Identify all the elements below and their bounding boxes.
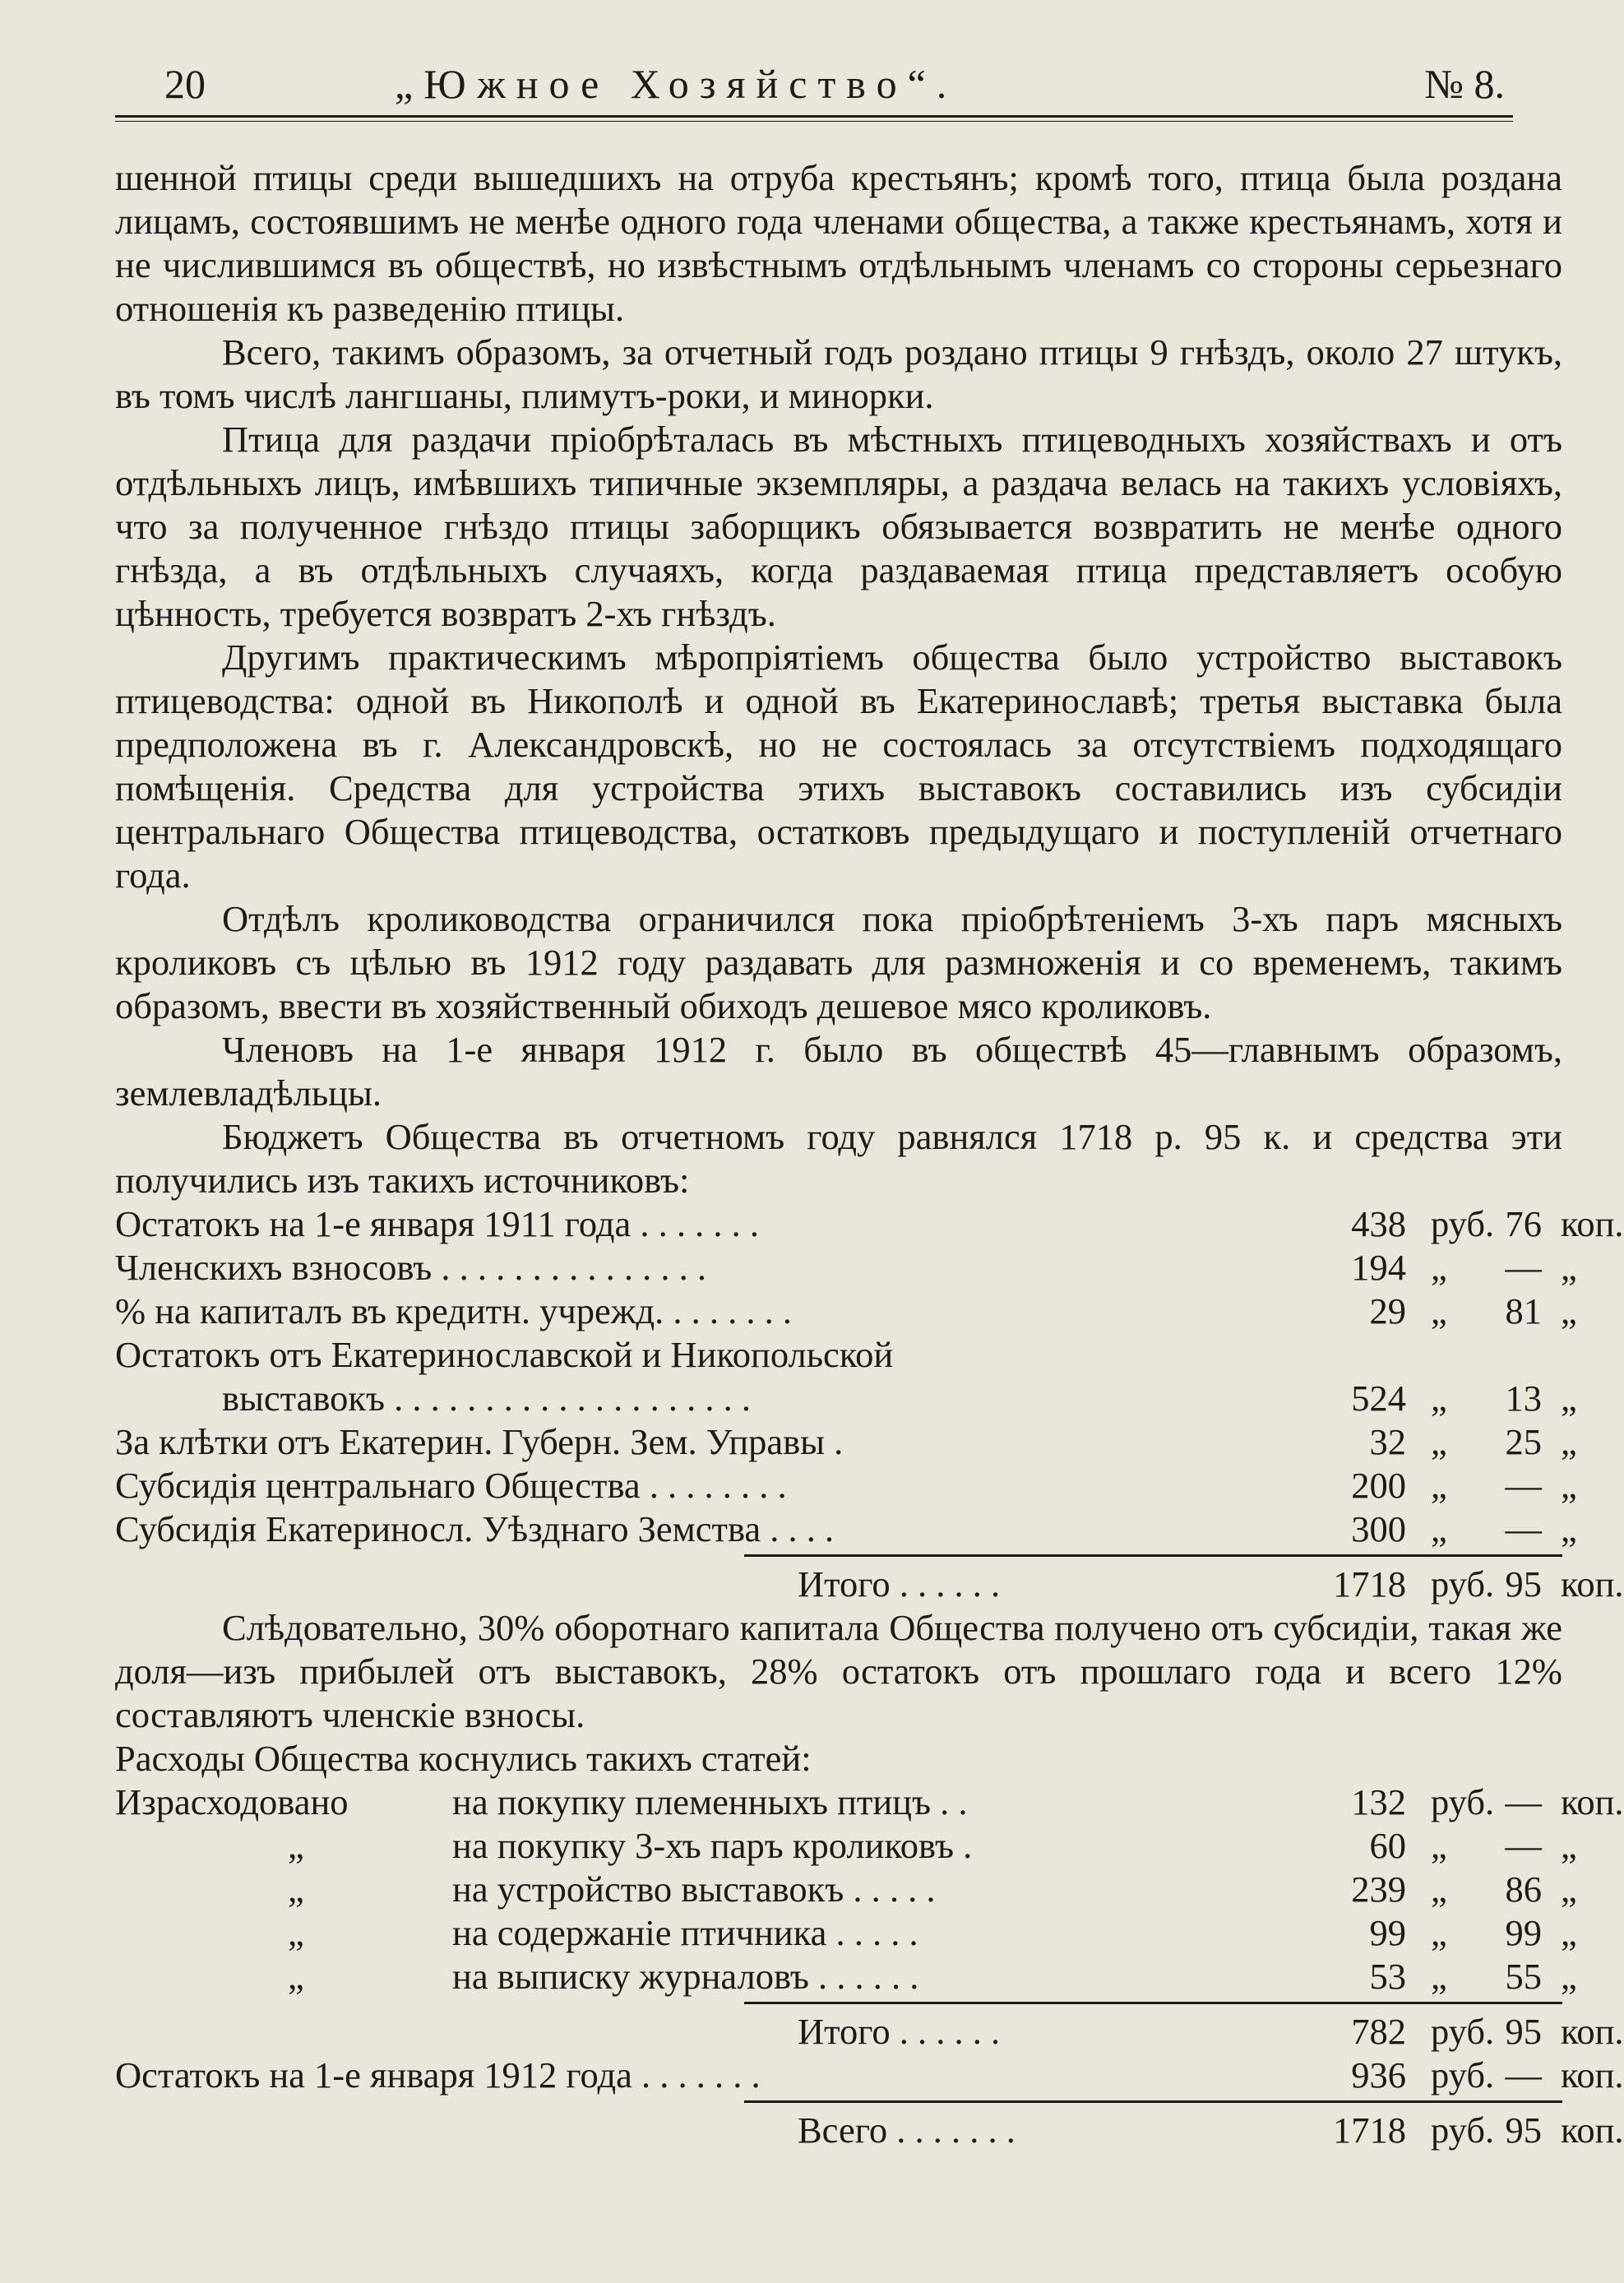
paragraph: Птица для раздачи пріобрѣталась въ мѣстныхъ птицеводныхъ хозяйствахъ и отъ отдѣльныхъ лицъ, имѣвшихъ типичные экземпляры, а раздача велась на такихъ условіяхъ, что за полученное гнѣздо птицы заборщикъ обязывается возвратить не менѣе одного гнѣзда, а въ отдѣльныхъ случаяхъ, когда раздаваемая птица представляетъ особую цѣнность, требуется возвратъ 2-хъ гнѣздъ. — [115, 419, 1562, 634]
total-label: Итого . . . . . . — [798, 1563, 1001, 1605]
kop-unit: коп. — [1561, 2109, 1624, 2151]
row-label: Членскихъ взносовъ . . . . . . . . . . . . . . . — [115, 1247, 706, 1288]
row-label: Остатокъ на 1-е января 1911 года . . . . . . . — [115, 1203, 760, 1244]
total-rub: 1718 — [1333, 1563, 1406, 1605]
row-label: на содержаніе птичника . . . . . — [452, 1912, 918, 1953]
kop-unit: „ — [1561, 1290, 1577, 1331]
total-kop: 95 — [1505, 2109, 1542, 2151]
row-label: Остатокъ отъ Екатеринославской и Никопольской — [115, 1334, 894, 1375]
row-prefix: „ — [288, 1912, 304, 1953]
total-label: Итого . . . . . . — [798, 2011, 1001, 2052]
table-row — [115, 1464, 1577, 1507]
kop-unit: коп. — [1561, 1203, 1624, 1244]
rub-amount: 239 — [1351, 1869, 1406, 1910]
row-prefix: „ — [288, 1956, 304, 1997]
total-rule-wrap — [115, 2097, 1562, 2109]
rub-amount: 438 — [1351, 1203, 1406, 1244]
rub-amount: 132 — [1351, 1781, 1406, 1822]
kop-amount: — — [1505, 1825, 1542, 1866]
rub-unit: „ — [1431, 1912, 1447, 1953]
rub-unit: „ — [1431, 1290, 1447, 1331]
kop-amount: 13 — [1505, 1378, 1542, 1419]
rub-unit: руб. — [1431, 1781, 1495, 1822]
paragraph: Отдѣлъ кролиководства ограничился пока пріобрѣтеніемъ 3-хъ паръ мясныхъ кроликовъ съ цѣлью въ 1912 году раздавать для размноженія и со временемъ, такимъ образомъ, ввести въ хозяйственный обиходъ дешевое мясо кроликовъ. — [115, 898, 1562, 1026]
header-rule-thin — [115, 121, 1513, 122]
table-row — [115, 1202, 1624, 1246]
kop-amount: — — [1505, 1247, 1542, 1288]
rub-amount: 53 — [1369, 1956, 1406, 1997]
table-row — [115, 1955, 1577, 1998]
kop-amount: — — [1505, 1508, 1542, 1549]
total-rule-wrap — [115, 1998, 1562, 2010]
expense-total-row — [115, 2010, 1624, 2054]
table-row — [115, 1377, 1577, 1420]
paragraph: Другимъ практическимъ мѣропріятіемъ общества было устройство выставокъ птицеводства: одной въ Никополѣ и одной въ Екатеринославѣ; третья выставка была предположена въ г. Александровскѣ, но не состоялась за отсутствіемъ подходящаго помѣщенія. Средства для устройства этихъ выставокъ составились изъ субсидіи центральнаго Общества птицеводства, остатковъ предыдущаго и поступленій отчетнаго года. — [115, 637, 1562, 896]
total-rule-wrap — [115, 1551, 1562, 1563]
total-rule — [744, 1554, 1562, 1557]
kop-unit: „ — [1561, 1421, 1577, 1462]
kop-unit: „ — [1561, 1508, 1577, 1549]
paragraph: Бюджетъ Общества въ отчетномъ году равнялся 1718 р. 95 к. и средства эти получились изъ такихъ источниковъ: — [115, 1116, 1562, 1201]
rub-unit: „ — [1431, 1825, 1447, 1866]
row-label: на выписку журналовъ . . . . . . — [452, 1956, 919, 1997]
paragraph: шенной птицы среди вышедшихъ на отруба крестьянъ; кромѣ того, птица была роздана лицамъ, состоявшимъ не менѣе одного года членами общества, а также крестьянамъ, хотя и не числившимся въ обществѣ, но извѣстнымъ отдѣльнымъ членамъ со стороны серьезнаго отношенія къ разведенію птицы. — [115, 157, 1562, 329]
header-rule — [115, 115, 1513, 118]
rub-unit: „ — [1431, 1378, 1447, 1419]
table-row — [115, 1420, 1577, 1464]
kop-amount: 86 — [1505, 1869, 1542, 1910]
table-row — [115, 1868, 1577, 1911]
table-row — [115, 1290, 1577, 1333]
grand-total-row — [115, 2109, 1624, 2152]
rub-amount: 32 — [1369, 1421, 1406, 1462]
paragraph: Расходы Общества коснулись такихъ статей: — [115, 1738, 812, 1779]
expense-table — [115, 1781, 1624, 2152]
paragraph: Слѣдовательно, 30% оборотнаго капитала Общества получено отъ субсидіи, такая же доля—изъ прибылей отъ выставокъ, 28% остатокъ отъ прошлаго года и всего 12% составляютъ членскіе взносы. — [115, 1607, 1562, 1735]
total-kop: 95 — [1505, 2011, 1542, 2052]
total-rub: 782 — [1351, 2011, 1406, 2052]
row-label: на покупку 3-хъ паръ кроликовъ . — [452, 1825, 973, 1866]
income-total-row — [115, 1563, 1624, 1606]
total-rule — [744, 2100, 1562, 2103]
paragraph: Членовъ на 1-е января 1912 г. было въ обществѣ 45—главнымъ образомъ, землевладѣльцы. — [115, 1029, 1562, 1114]
rub-amount: 300 — [1351, 1508, 1406, 1549]
kop-amount: 76 — [1505, 1203, 1542, 1244]
kop-unit: „ — [1561, 1378, 1577, 1419]
row-prefix: Израсходовано — [115, 1781, 349, 1822]
kop-amount: — — [1505, 2054, 1542, 2095]
rub-unit: руб. — [1431, 2054, 1495, 2095]
row-prefix: „ — [288, 1825, 304, 1866]
kop-amount: — — [1505, 1781, 1542, 1822]
rub-amount: 99 — [1369, 1912, 1406, 1953]
kop-unit: коп. — [1561, 1781, 1624, 1822]
row-label: % на капиталъ въ кредитн. учрежд. . . . . . . . — [115, 1290, 793, 1331]
remainder-row — [115, 2054, 1624, 2097]
kop-amount: 81 — [1505, 1290, 1542, 1331]
kop-amount: 55 — [1505, 1956, 1542, 1997]
row-prefix: „ — [288, 1869, 304, 1910]
row-label: Остатокъ на 1-е января 1912 года . . . . . . . — [115, 2054, 761, 2095]
kop-amount: 99 — [1505, 1912, 1542, 1953]
kop-unit: „ — [1561, 1956, 1577, 1997]
row-label: За клѣтки отъ Екатерин. Губерн. Зем. Управы . — [115, 1421, 844, 1462]
row-label: выставокъ . . . . . . . . . . . . . . . . . . . . — [222, 1378, 751, 1419]
rub-amount: 936 — [1351, 2054, 1406, 2095]
total-rub: 1718 — [1333, 2109, 1406, 2151]
journal-title: „Южное Хозяйство“. — [395, 61, 958, 107]
table-row — [115, 1507, 1577, 1551]
rub-unit: руб. — [1431, 2109, 1495, 2151]
rub-amount: 524 — [1351, 1378, 1406, 1419]
table-row — [115, 1246, 1577, 1290]
table-row — [115, 1781, 1624, 1824]
paragraph: Всего, такимъ образомъ, за отчетный годъ роздано птицы 9 гнѣздъ, около 27 штукъ, въ томъ числѣ лангшаны, плимутъ-роки, и минорки. — [115, 331, 1562, 416]
issue-number: № 8. — [1424, 61, 1505, 107]
rub-amount: 194 — [1351, 1247, 1406, 1288]
rub-unit: руб. — [1431, 1563, 1495, 1605]
kop-unit: „ — [1561, 1247, 1577, 1288]
row-label: на устройство выставокъ . . . . . — [452, 1869, 936, 1910]
rub-amount: 60 — [1369, 1825, 1406, 1866]
running-header — [115, 59, 1505, 109]
rub-amount: 200 — [1351, 1465, 1406, 1506]
kop-unit: коп. — [1561, 1563, 1624, 1605]
row-label: Субсидія центральнаго Общества . . . . . . . . — [115, 1465, 787, 1506]
rub-unit: „ — [1431, 1869, 1447, 1910]
article-body — [115, 156, 1624, 2152]
kop-amount: 25 — [1505, 1421, 1542, 1462]
rub-unit: „ — [1431, 1247, 1447, 1288]
total-rule — [744, 2002, 1562, 2004]
total-kop: 95 — [1505, 1563, 1542, 1605]
rub-unit: руб. — [1431, 2011, 1495, 2052]
kop-unit: „ — [1561, 1869, 1577, 1910]
row-label: на покупку племенныхъ птицъ . . — [452, 1781, 968, 1822]
kop-amount: — — [1505, 1465, 1542, 1506]
table-row — [115, 1824, 1577, 1868]
total-label: Всего . . . . . . . — [798, 2109, 1016, 2151]
rub-unit: „ — [1431, 1421, 1447, 1462]
table-row — [115, 1333, 1562, 1377]
kop-unit: „ — [1561, 1465, 1577, 1506]
table-row — [115, 1911, 1577, 1955]
page-number: 20 — [164, 61, 206, 107]
income-table — [115, 1202, 1624, 1606]
rub-unit: „ — [1431, 1956, 1447, 1997]
rub-unit: руб. — [1431, 1203, 1495, 1244]
kop-unit: „ — [1561, 1912, 1577, 1953]
kop-unit: коп. — [1561, 2011, 1624, 2052]
row-label: Субсидія Екатериносл. Уѣзднаго Земства . . . . — [115, 1508, 835, 1549]
kop-unit: „ — [1561, 1825, 1577, 1866]
rub-amount: 29 — [1369, 1290, 1406, 1331]
rub-unit: „ — [1431, 1508, 1447, 1549]
rub-unit: „ — [1431, 1465, 1447, 1506]
kop-unit: коп. — [1561, 2054, 1624, 2095]
